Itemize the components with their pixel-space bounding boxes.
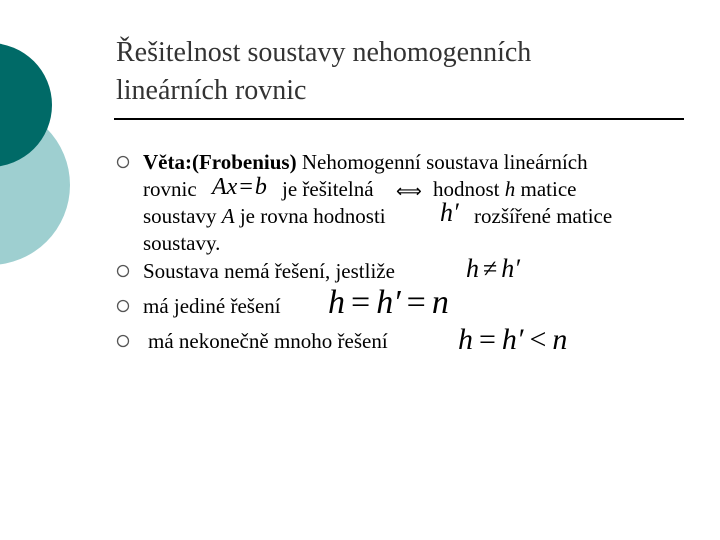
- decorative-circles: [0, 0, 110, 300]
- bullet-icon: [116, 155, 130, 169]
- title-line-2: lineárních rovnic: [116, 75, 307, 106]
- title-line-1: Řešitelnost soustavy nehomogenních: [116, 37, 532, 68]
- theorem-text: Nehomogenní soustava lineárních: [296, 150, 588, 174]
- theorem-solvable-text: je řešitelná: [282, 177, 374, 201]
- h-prime-symbol: h′: [440, 198, 459, 227]
- theorem-line-3-start: soustavy A je rovna hodnosti: [143, 204, 386, 228]
- title-underline: [114, 118, 684, 120]
- bullet-icon: [116, 264, 130, 278]
- equivalence-arrow-icon: ⟺: [396, 181, 422, 201]
- theorem-line-2-end: hodnost h matice: [433, 177, 577, 201]
- theorem-label: Věta:(Frobenius): [143, 150, 297, 174]
- no-solution-text: Soustava nemá řešení, jestliže: [143, 259, 395, 283]
- theorem-line-2-start: rovnic: [143, 177, 197, 201]
- theorem-line-3-end: rozšířené matice: [474, 204, 613, 228]
- infinite-solutions-text: má nekonečně mnoho řešení: [148, 329, 388, 353]
- equation-ax-eq-b: Ax=b: [212, 174, 267, 200]
- bullet-icon: [116, 334, 130, 348]
- formula-infinite-solutions: h = h′ < n: [458, 323, 568, 356]
- formula-unique-solution: h = h′ = n: [328, 284, 449, 321]
- formula-no-solution: h ≠ h′: [466, 254, 520, 283]
- bullet-icon: [116, 299, 130, 313]
- slide-title: [116, 34, 676, 110]
- theorem-line-4: soustavy.: [143, 231, 221, 255]
- theorem-line-1: [143, 149, 588, 175]
- unique-solution-text: má jediné řešení: [143, 294, 281, 318]
